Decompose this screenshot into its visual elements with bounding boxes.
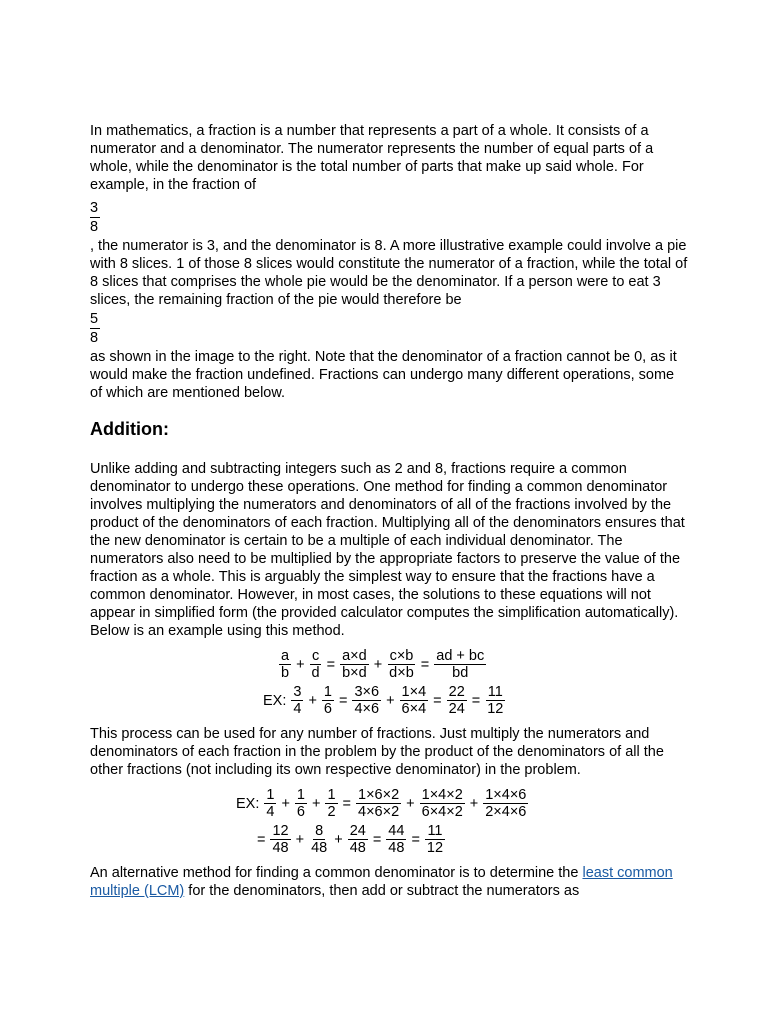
- addition-paragraph-3: An alternative method for finding a common denominator is to determine the least common multiple (LCM) for the denominators, then add or subtract the numerators as: [90, 865, 673, 899]
- fraction: $\frac{a\times d}{b\times d}$: [342, 648, 367, 681]
- fraction: $\frac{11}{12}$: [487, 684, 504, 717]
- fraction: $\frac{3}{4}$: [293, 684, 302, 717]
- fraction: $\frac{22}{24}$: [448, 684, 465, 717]
- fraction-5-8: 5 8: [90, 311, 99, 346]
- fraction-3-8: 3 8: [90, 200, 99, 235]
- equation-general: $\frac{a}{b}$ + $\frac{c}{d}$ = $\frac{a\times d}{b\times d}$ + $\frac{c\times b}{d\times b}$ = $\frac{ad + bc}{bd}$: [281, 648, 485, 681]
- fraction: $\frac{8}{48}$: [311, 823, 328, 856]
- fraction: $\frac{1}{4}$: [266, 787, 275, 820]
- fraction: $\frac{1}{6}$: [296, 787, 305, 820]
- fraction: $\frac{1\times 4}{6\times 4}$: [401, 684, 427, 717]
- equation-example-2: EX: $\frac{1}{4}$ + $\frac{1}{6}$ + $\frac{1}{2}$ = $\frac{1\times 6\times 2}{4\times 6\times 2}$ + $\frac{1\times 4\times 2}{6\times 4\times 2}$ + $\frac{1\times 4\times 6}{2\times 4\times 6}$: [236, 787, 527, 820]
- fraction: $\frac{ad + bc}{bd}$: [436, 648, 485, 681]
- fraction: $\frac{24}{48}$: [349, 823, 366, 856]
- addition-paragraph-1: Unlike adding and subtracting integers such as 2 and 8, fractions require a common denominator to undergo these operations. One method for finding a common denominator involves multiplying the numerators and denominators of all of the fractions involved by the product of the denominators of each fraction. Multiplying all of the denominators ensures that the new denominator is certain to be a multiple of each individual denominator. The numerators also need to be multiplied by the appropriate factors to preserve the value of the fraction as a whole. This is arguably the simplest way to ensure that the fractions have a common denominator. However, in most cases, the solutions to these equations will not appear in simplified form (the provided calculator computes the simplification automatically). Below is an example using this method.: [90, 461, 685, 639]
- intro-paragraph-2: , the numerator is 3, and the denominator is 8. A more illustrative example could involve a pie with 8 slices. 1 of those 8 slices would constitute the numerator of a fraction, while the total of 8 slices that comprises the whole pie would be the denominator. If a person were to eat 3 slices, the remaining fraction of the pie would therefore be: [90, 238, 688, 308]
- fraction: $\frac{c}{d}$: [311, 648, 320, 681]
- fraction: $\frac{c\times b}{d\times b}$: [389, 648, 414, 681]
- addition-paragraph-2: This process can be used for any number of fractions. Just multiply the numerators and denominators of each fraction in the problem by the product of the denominators of all the other fractions (not including its own respective denominator) in the problem.: [90, 726, 664, 778]
- fraction: $\frac{1\times 6\times 2}{4\times 6\times 2}$: [358, 787, 400, 820]
- fraction: $\frac{a}{b}$: [281, 648, 290, 681]
- lcm-link[interactable]: least common multiple (LCM): [90, 865, 673, 899]
- section-heading-addition: Addition:: [90, 419, 169, 439]
- fraction: $\frac{11}{12}$: [426, 823, 444, 856]
- fraction: $\frac{1}{2}$: [327, 787, 336, 820]
- fraction: $\frac{1\times 4\times 2}{6\times 4\times 2}$: [421, 787, 463, 820]
- fraction: $\frac{1}{6}$: [323, 684, 332, 717]
- intro-paragraph-3: as shown in the image to the right. Note that the denominator of a fraction cannot be 0, as it would make the fraction undefined. Fractions can undergo many different operations, some of which are mentioned below.: [90, 349, 677, 401]
- fraction: $\frac{1\times 4\times 6}{2\times 4\times 6}$: [485, 787, 527, 820]
- fraction: $\frac{12}{48}$: [272, 823, 289, 856]
- intro-paragraph-1: In mathematics, a fraction is a number that represents a part of a whole. It consists of a numerator and a denominator. The numerator represents the number of equal parts of a whole, while the denominator is the total number of parts that make up said whole. For example, in the fraction of: [90, 123, 654, 193]
- fraction: $\frac{44}{48}$: [388, 823, 405, 856]
- equation-example-2-result: = $\frac{12}{48}$ + $\frac{8}{48}$ + $\frac{24}{48}$ = $\frac{44}{48}$ = $\frac{11}{12}$: [257, 823, 444, 856]
- fraction: $\frac{3\times 6}{4\times 6}$: [354, 684, 380, 717]
- equation-example-1: EX: $\frac{3}{4}$ + $\frac{1}{6}$ = $\frac{3\times 6}{4\times 6}$ + $\frac{1\times 4}{6\times 4}$ = $\frac{22}{24}$ = $\frac{11}{12}$: [263, 684, 504, 717]
- article-body: [90, 122, 690, 900]
